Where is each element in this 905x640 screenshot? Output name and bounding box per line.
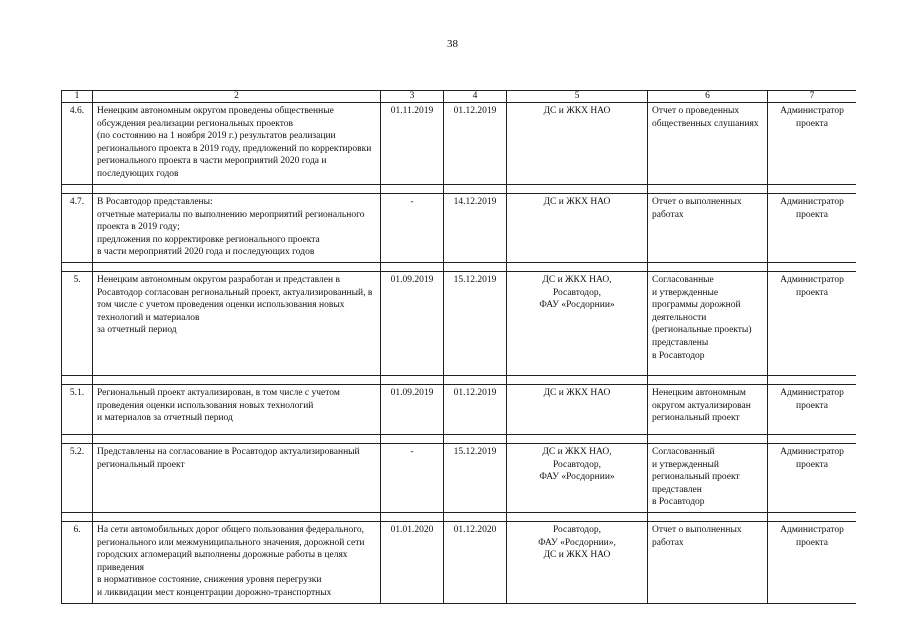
row-gap <box>62 434 857 443</box>
row-result: Согласованный и утвержденный региональный проект представлен в Росавтодор <box>648 443 768 512</box>
row-start-date: 01.09.2019 <box>381 271 444 375</box>
row-executor: ДС и ЖКХ НАО <box>507 194 648 263</box>
row-executor: ДС и ЖКХ НАО, Росавтодор, ФАУ «Росдорнии» <box>507 443 648 512</box>
row-executor: ДС и ЖКХ НАО <box>507 103 648 185</box>
header-col-6: 6 <box>648 91 768 103</box>
row-result: Согласованные и утвержденные программы дорожной деятельности (региональные проекты) представлены в Росавтодор <box>648 271 768 375</box>
row-responsible: Администратор проекта <box>768 194 857 263</box>
page-number: 38 <box>447 38 458 50</box>
row-description: Ненецким автономным округом проведены общественные обсуждения реализации региональных проектов (по состоянию на 1 ноября 2019 г.) результатов реализации регионального проекта в 2019 году, предложений по корректировки регионального проекта в части мероприятий 2020 года и последующих годов <box>93 103 381 185</box>
row-end-date: 15.12.2019 <box>444 443 507 512</box>
row-executor: Росавтодор, ФАУ «Росдорнии», ДС и ЖКХ НАО <box>507 521 648 603</box>
row-responsible: Администратор проекта <box>768 103 857 185</box>
row-description: Ненецким автономным округом разработан и представлен в Росавтодор согласован региональный проект, актуализированный, в том числе с учетом проведения оценки использования новых технологий и материалов за отчетный период <box>93 271 381 375</box>
row-result: Отчет о проведенных общественных слушаниях <box>648 103 768 185</box>
row-start-date: - <box>381 443 444 512</box>
row-end-date: 15.12.2019 <box>444 271 507 375</box>
table-row <box>62 443 857 512</box>
row-start-date: 01.01.2020 <box>381 521 444 603</box>
row-gap <box>62 262 857 271</box>
header-col-2: 2 <box>93 91 381 103</box>
row-executor: ДС и ЖКХ НАО <box>507 384 648 434</box>
row-number: 5.1. <box>62 384 93 434</box>
row-gap <box>62 375 857 384</box>
header-col-4: 4 <box>444 91 507 103</box>
row-number: 5.2. <box>62 443 93 512</box>
row-responsible: Администратор проекта <box>768 521 857 603</box>
table-row <box>62 194 857 263</box>
row-end-date: 01.12.2020 <box>444 521 507 603</box>
row-gap <box>62 512 857 521</box>
table-row <box>62 103 857 185</box>
row-number: 4.7. <box>62 194 93 263</box>
row-number: 4.6. <box>62 103 93 185</box>
table-row <box>62 384 857 434</box>
row-description: На сети автомобильных дорог общего пользования федерального, регионального или межмуниципального значения, дорожной сети городских агломераций выполнены дорожные работы в целях приведения в нормативное состояние, снижения уровня перегрузки и ликвидации мест концентрации дорожно-транспортных <box>93 521 381 603</box>
plan-table <box>61 90 856 604</box>
row-responsible: Администратор проекта <box>768 384 857 434</box>
row-end-date: 14.12.2019 <box>444 194 507 263</box>
row-start-date: 01.09.2019 <box>381 384 444 434</box>
row-responsible: Администратор проекта <box>768 443 857 512</box>
header-row <box>62 91 857 103</box>
row-description: В Росавтодор представлены: отчетные материалы по выполнению мероприятий регионального проекта в 2019 году; предложения по корректировке регионального проекта в части мероприятий 2020 года и последующих годов <box>93 194 381 263</box>
row-description: Представлены на согласование в Росавтодор актуализированный региональный проект <box>93 443 381 512</box>
header-col-5: 5 <box>507 91 648 103</box>
plan-table-container <box>61 90 856 640</box>
row-end-date: 01.12.2019 <box>444 384 507 434</box>
row-number: 6. <box>62 521 93 603</box>
header-col-3: 3 <box>381 91 444 103</box>
row-result: Отчет о выполненных работах <box>648 194 768 263</box>
row-start-date: 01.11.2019 <box>381 103 444 185</box>
row-start-date: - <box>381 194 444 263</box>
row-gap <box>62 185 857 194</box>
table-row <box>62 521 857 603</box>
row-responsible: Администратор проекта <box>768 271 857 375</box>
row-description: Региональный проект актуализирован, в том числе с учетом проведения оценки использования новых технологий и материалов за отчетный период <box>93 384 381 434</box>
row-executor: ДС и ЖКХ НАО, Росавтодор, ФАУ «Росдорнии» <box>507 271 648 375</box>
row-number: 5. <box>62 271 93 375</box>
header-col-1: 1 <box>62 91 93 103</box>
table-row <box>62 271 857 375</box>
row-result: Отчет о выполненных работах <box>648 521 768 603</box>
row-result: Ненецким автономным округом актуализирован региональный проект <box>648 384 768 434</box>
header-col-7: 7 <box>768 91 857 103</box>
row-end-date: 01.12.2019 <box>444 103 507 185</box>
